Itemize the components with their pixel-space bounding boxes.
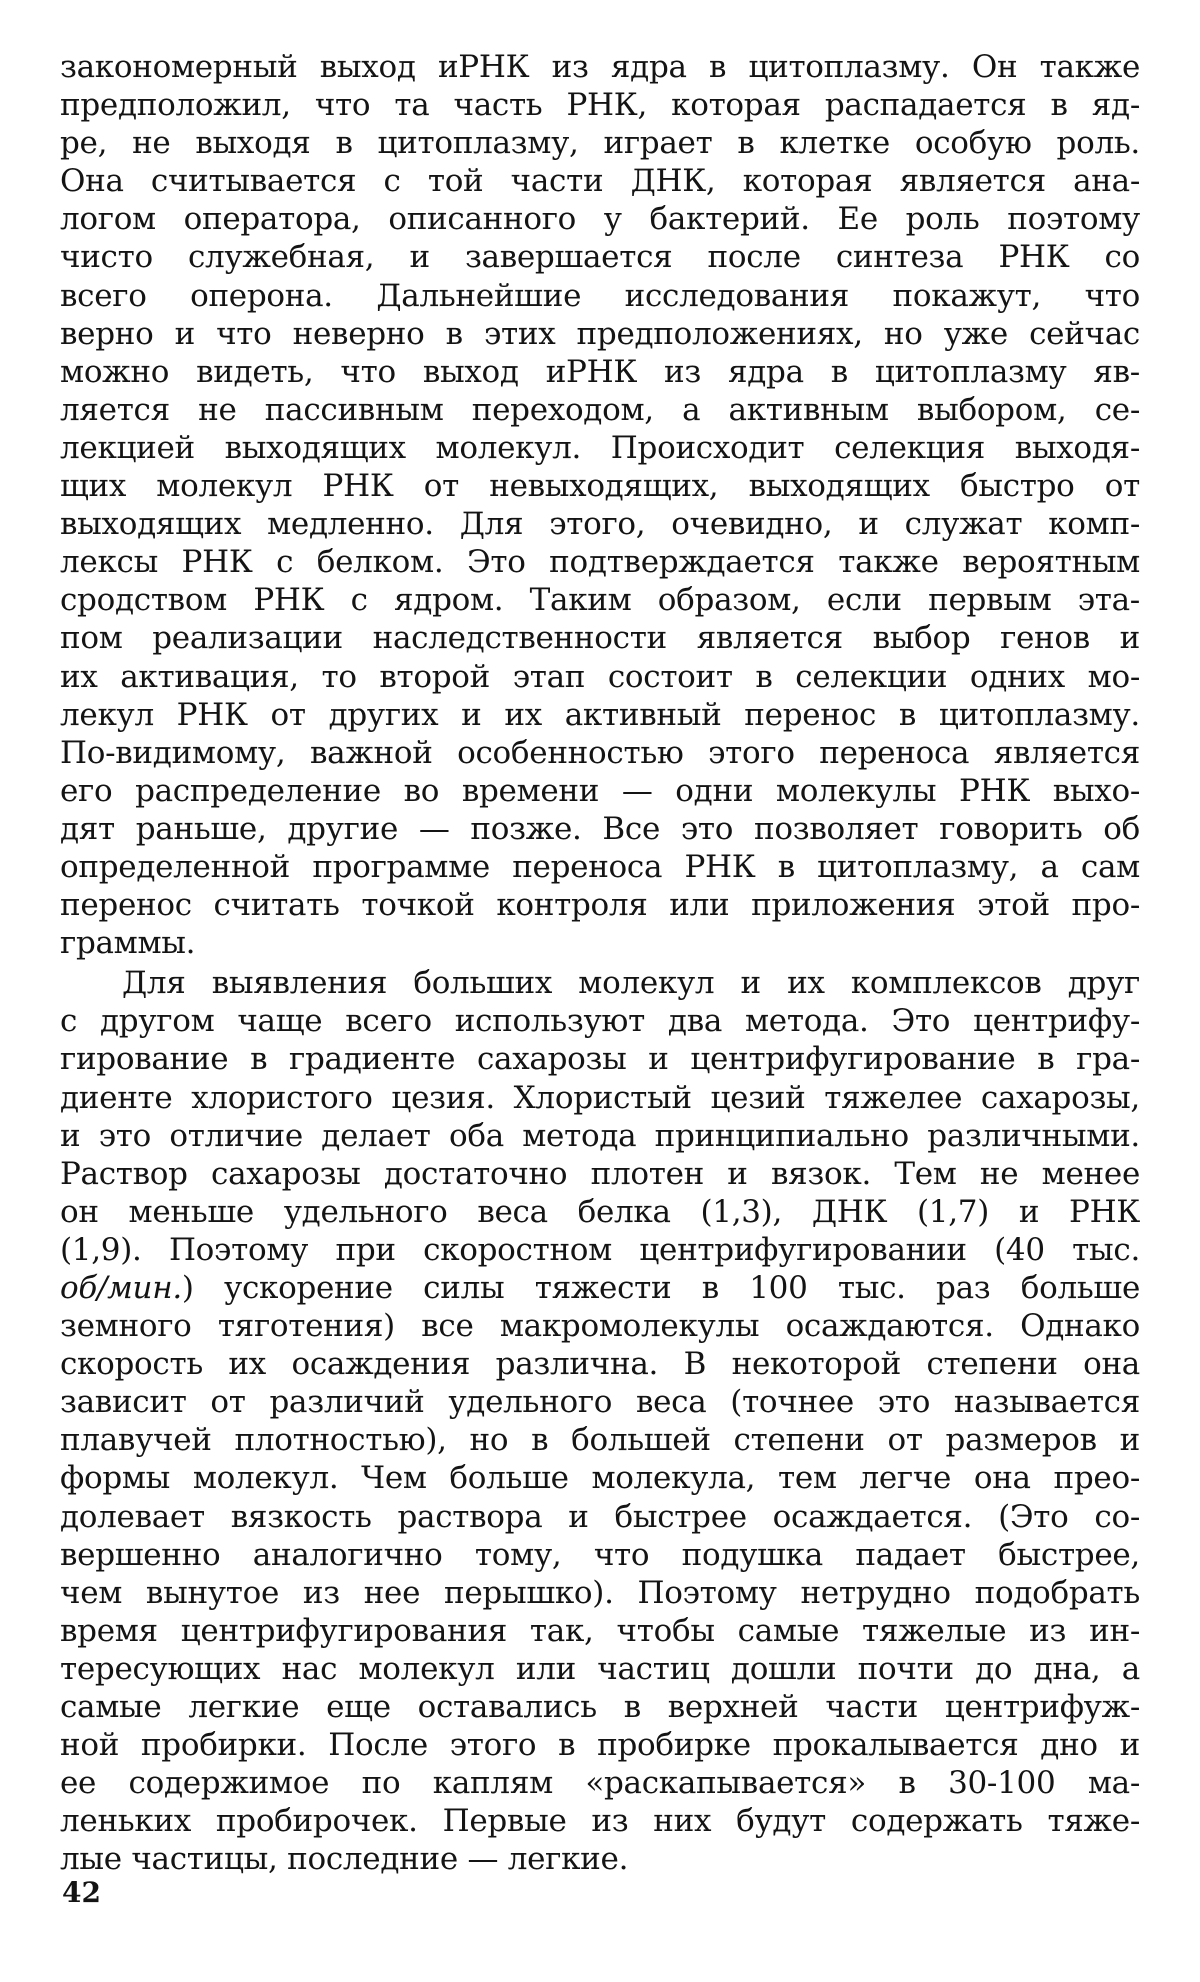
text-line: зависит от различий удельного веса (точнее это называется [60, 1384, 1140, 1421]
text-line: чисто служебная, и завершается после синтеза РНК со [60, 239, 1140, 276]
text-line: щих молекул РНК от невыходящих, выходящих быстро от [60, 468, 1140, 505]
text-line: тересующих нас молекул или частиц дошли почти до дна, а [60, 1650, 1140, 1687]
text-line: он меньше удельного веса белка (1,3), ДНК (1,7) и РНК [60, 1193, 1140, 1230]
text-line: об/мин.) ускорение силы тяжести в 100 тыс. раз больше [60, 1270, 1140, 1306]
text-line: плавучей плотностью), но в большей степени от размеров и [60, 1422, 1140, 1459]
text-line: ной пробирки. После этого в пробирке прокалывается дно и [60, 1727, 1140, 1764]
text-line: диенте хлористого цезия. Хлористый цезий тяжелее сахарозы, [60, 1079, 1140, 1116]
text-line: скорость их осаждения различна. В некоторой степени она [60, 1346, 1140, 1383]
text-line: леньких пробирочек. Первые из них будут содержать тяже- [60, 1803, 1140, 1840]
text-line: лекцией выходящих молекул. Происходит селекция выходя- [60, 429, 1140, 466]
text-line: Для выявления больших молекул и их комплексов друг [122, 965, 1140, 1002]
text-line: логом оператора, описанного у бактерий. Ее роль поэтому [60, 201, 1140, 238]
text-line: самые легкие еще оставались в верхней части центрифуж- [60, 1689, 1140, 1726]
text-line: всего оперона. Дальнейшие исследования покажут, что [60, 277, 1140, 314]
text-line: Она считывается с той части ДНК, которая является ана- [60, 163, 1140, 200]
text-line: чем вынутое из нее перышко). Поэтому нетрудно подобрать [60, 1574, 1140, 1611]
text-line: можно видеть, что выход иРНК из ядра в цитоплазму яв- [60, 353, 1140, 390]
text-line: гирование в градиенте сахарозы и центрифугирование в гра- [60, 1041, 1140, 1078]
text-line: пом реализации наследственности является выбор генов и [60, 620, 1140, 657]
text-line: с другом чаще всего используют два метода. Это центрифу- [60, 1003, 1140, 1040]
text-line: вершенно аналогично тому, что подушка падает быстрее, [60, 1536, 1140, 1573]
text-line: лекул РНК от других и их активный перенос в цитоплазму. [60, 696, 1140, 733]
text-line: их активация, то второй этап состоит в селекции одних мо- [60, 658, 1140, 695]
page-number: 42 [62, 1876, 101, 1909]
text-line: дят раньше, другие — позже. Все это позволяет говорить об [60, 810, 1140, 847]
text-line: верно и что неверно в этих предположениях, но уже сейчас [60, 315, 1140, 352]
text-line: ре, не выходя в цитоплазму, играет в клетке особую роль. [60, 125, 1140, 162]
text-line: ее содержимое по каплям «раскапывается» в 30-100 ма- [60, 1765, 1140, 1802]
text-line: долевает вязкость раствора и быстрее осаждается. (Это со- [60, 1498, 1140, 1535]
text-line: его распределение во времени — одни молекулы РНК выхо- [60, 772, 1140, 809]
text-line: формы молекул. Чем больше молекула, тем легче она прео- [60, 1460, 1140, 1497]
text-line: и это отличие делает оба метода принципиально различными. [60, 1117, 1140, 1154]
paragraph [60, 964, 1140, 1878]
text-line: закономерный выход иРНК из ядра в цитоплазму. Он также [60, 49, 1140, 85]
text-line: лые частицы, последние — легкие. [60, 1841, 629, 1878]
text-line: По-видимому, важной особенностью этого переноса является [60, 734, 1140, 771]
text-line: время центрифугирования так, чтобы самые тяжелые из ин- [60, 1612, 1140, 1649]
text-line: предположил, что та часть РНК, которая распадается в яд- [60, 87, 1140, 124]
text-line: земного тяготения) все макромолекулы осаждаются. Однако [60, 1308, 1140, 1345]
text-line: (1,9). Поэтому при скоростном центрифугировании (40 тыс. [60, 1231, 1140, 1268]
text-line: выходящих медленно. Для этого, очевидно, и служат комп- [60, 506, 1140, 543]
text-line: граммы. [60, 925, 196, 962]
paragraph [60, 48, 1140, 962]
text-line: определенной программе переноса РНК в цитоплазму, а сам [60, 848, 1140, 885]
page-body [60, 48, 1140, 1879]
text-line: ляется не пассивным переходом, а активным выбором, се- [60, 391, 1140, 428]
text-line: перенос считать точкой контроля или приложения этой про- [60, 887, 1140, 924]
text-line: лексы РНК с белком. Это подтверждается также вероятным [60, 544, 1140, 581]
text-line: Раствор сахарозы достаточно плотен и вязок. Тем не менее [60, 1155, 1140, 1192]
text-line: сродством РНК с ядром. Таким образом, если первым эта- [60, 582, 1140, 619]
